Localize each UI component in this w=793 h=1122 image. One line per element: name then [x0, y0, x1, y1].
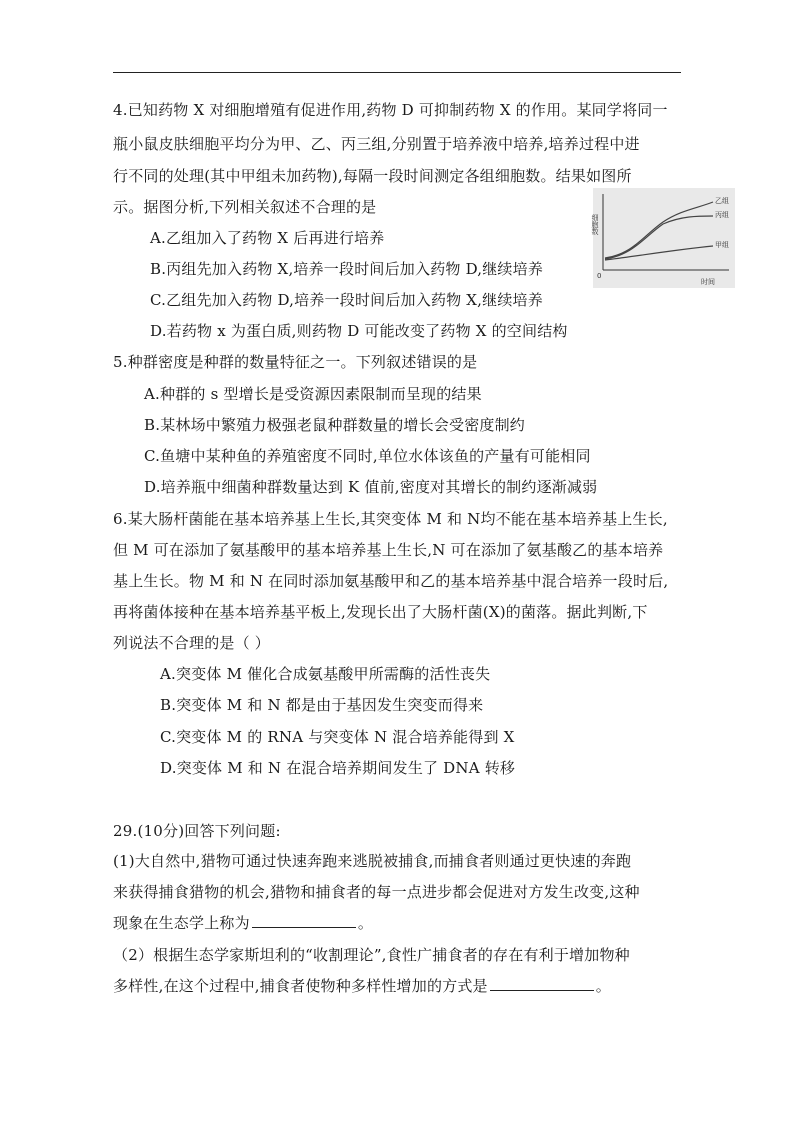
q29-p1-text: 现象在生态学上称为 — [113, 914, 250, 932]
q29-p2-text: 多样性,在这个过程中,捕食者使物种多样性增加的方式是 — [113, 977, 488, 995]
q4-stem-line-3: 行不同的处理(其中甲组未加药物),每隔一段时间测定各组细胞数。结果如图所 — [113, 167, 632, 185]
q4-option-b: B.丙组先加入药物 X,培养一段时间后加入药物 D,继续培养 — [150, 260, 544, 278]
top-rule — [113, 72, 681, 73]
q29-p2-end: 。 — [595, 977, 611, 995]
q6-option-c: C.突变体 M 的 RNA 与突变体 N 混合培养能得到 X — [160, 728, 515, 746]
q4-stem-line-1: 4.已知药物 X 对细胞增殖有促进作用,药物 D 可抑制药物 X 的作用。某同学将同一 — [113, 101, 668, 119]
answer-blank-1[interactable] — [252, 913, 356, 928]
q6-option-d: D.突变体 M 和 N 在混合培养期间发生了 DNA 转移 — [160, 759, 516, 777]
q29-p1-line-1: (1)大自然中,猎物可通过快速奔跑来逃脱被捕食,而捕食者则通过更快速的奔跑 — [113, 852, 632, 870]
q5-stem: 5.种群密度是种群的数量特征之一。下列叙述错误的是 — [113, 353, 478, 371]
q29-p2-line-1: （2）根据生态学家斯坦利的“收割理论”,食性广捕食者的存在有利于增加物种 — [113, 946, 630, 964]
q4-option-a: A.乙组加入了药物 X 后再进行培养 — [150, 229, 385, 247]
series-label-yi: 乙组 — [715, 197, 729, 205]
q6-stem-line-3: 基上生长。物 M 和 N 在同时添加氨基酸甲和乙的基本培养基中混合培养一段时后, — [113, 572, 669, 590]
origin-label: 0 — [597, 272, 602, 280]
q29-p2-line-2 — [113, 976, 611, 996]
series-label-bing: 丙组 — [715, 211, 729, 219]
q6-option-a: A.突变体 M 催化合成氨基酸甲所需酶的活性丧失 — [160, 665, 491, 683]
q29-header: 29.(10分)回答下列问题: — [113, 822, 281, 840]
q6-stem-line-2: 但 M 可在添加了氨基酸甲的基本培养基上生长,N 可在添加了氨基酸乙的基本培养 — [113, 541, 664, 559]
growth-chart — [593, 188, 735, 288]
series-label-jia: 甲组 — [715, 241, 729, 249]
q5-option-d: D.培养瓶中细菌种群数量达到 K 值前,密度对其增长的制约逐渐减弱 — [144, 478, 598, 496]
q6-option-b: B.突变体 M 和 N 都是由于基因发生突变而得来 — [160, 696, 484, 714]
q4-option-d: D.若药物 x 为蛋白质,则药物 D 可能改变了药物 X 的空间结构 — [150, 322, 568, 340]
q4-option-c: C.乙组先加入药物 D,培养一段时间后加入药物 X,继续培养 — [150, 291, 543, 309]
q5-option-b: B.某林场中繁殖力极强老鼠种群数量的增长会受密度制约 — [144, 416, 525, 434]
x-axis-label: 时间 — [701, 278, 715, 286]
growth-figure — [593, 188, 735, 288]
q29-p1-end: 。 — [357, 914, 374, 932]
q6-stem-line-4: 再将菌体接种在基本培养基平板上,发现长出了大肠杆菌(X)的菌落。据此判断,下 — [113, 603, 648, 621]
q29-p1-line-3 — [113, 913, 373, 933]
q4-stem-line-2: 瓶小鼠皮肤细胞平均分为甲、乙、丙三组,分别置于培养液中培养,培养过程中进 — [113, 135, 640, 153]
q6-stem-line-1: 6.某大肠杆菌能在基本培养基上生长,其突变体 M 和 N均不能在基本培养基上生长, — [113, 510, 668, 528]
y-axis-label: 细胞数 — [591, 214, 599, 235]
curve-yi — [605, 202, 713, 258]
q5-option-a: A.种群的 s 型增长是受资源因素限制而呈现的结果 — [144, 385, 482, 403]
q4-stem-line-4: 示。据图分析,下列相关叙述不合理的是 — [113, 198, 377, 216]
q29-p1-line-2: 来获得捕食猎物的机会,猎物和捕食者的每一点进步都会促进对方发生改变,这种 — [113, 883, 640, 901]
q6-stem-line-5: 列说法不合理的是（ ） — [113, 634, 270, 652]
answer-blank-2[interactable] — [490, 976, 594, 991]
q5-option-c: C.鱼塘中某种鱼的养殖密度不同时,单位水体该鱼的产量有可能相同 — [144, 447, 591, 465]
